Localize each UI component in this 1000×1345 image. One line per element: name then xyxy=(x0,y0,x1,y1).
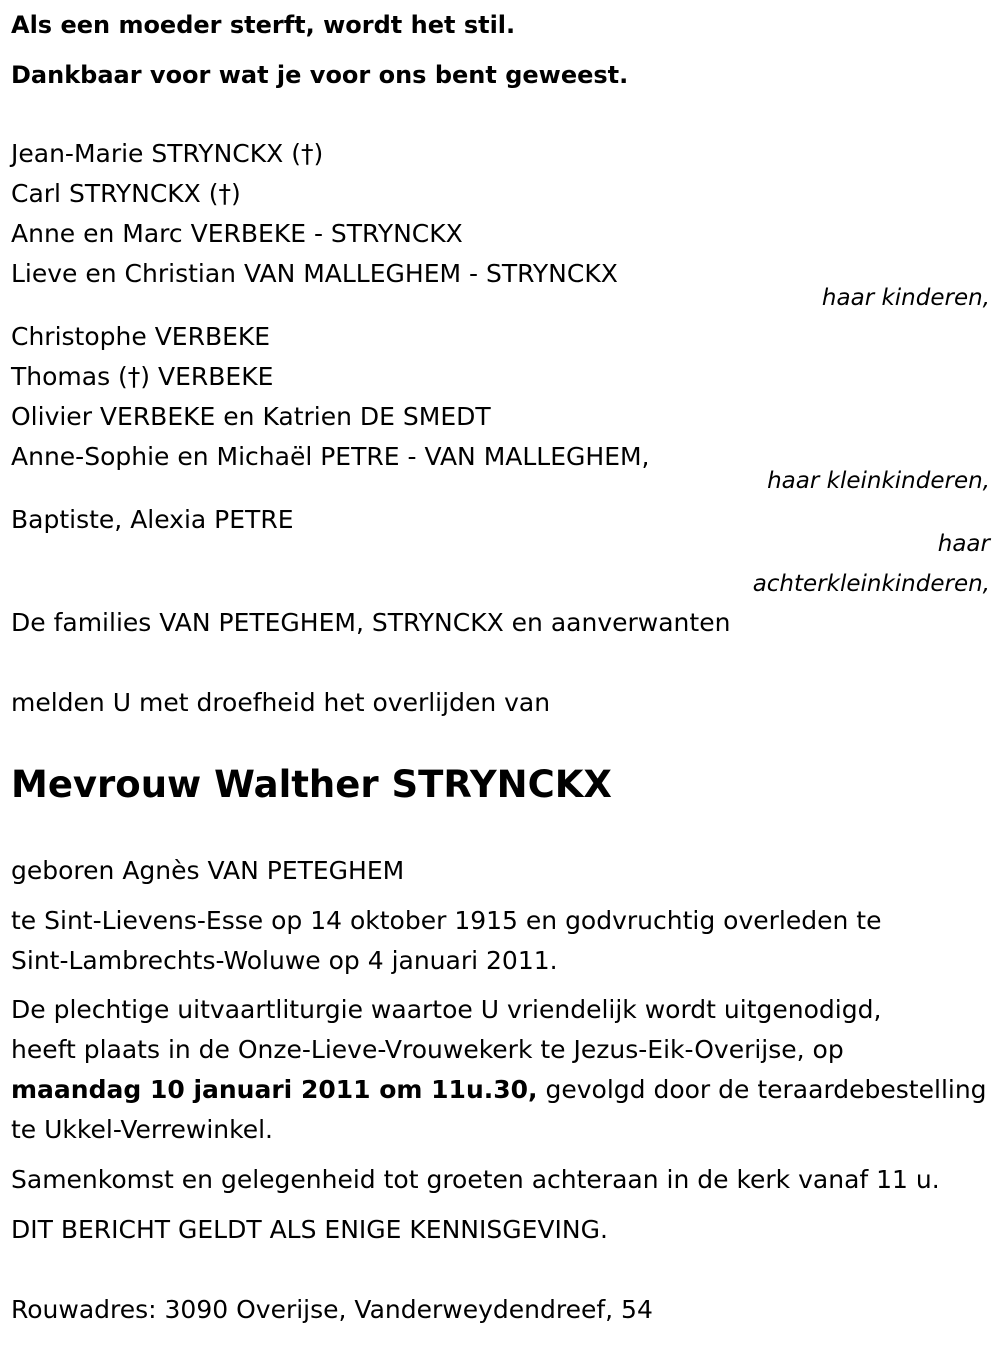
dates-line-1: te Sint-Lievens-Esse op 14 oktober 1915 en godvruchtig overleden te xyxy=(11,906,882,935)
grandchild-name: Thomas (†) VERBEKE xyxy=(11,362,274,391)
deceased-name: Mevrouw Walther STRYNCKX xyxy=(11,763,612,806)
grandchild-name: Olivier VERBEKE en Katrien DE SMEDT xyxy=(11,402,491,431)
ceremony-line-3 xyxy=(11,1075,987,1105)
child-name: Carl STRYNCKX (†) xyxy=(11,179,241,208)
born-line: geboren Agnès VAN PETEGHEM xyxy=(11,856,405,885)
announce-line: melden U met droefheid het overlijden van xyxy=(11,688,551,717)
ceremony-line-3-rest: gevolgd door de teraardebestelling xyxy=(537,1075,987,1104)
great-grandchildren-role-1: haar xyxy=(937,531,990,557)
intro-line-2: Dankbaar voor wat je voor ons bent geweest. xyxy=(11,61,629,89)
grandchild-name: Anne-Sophie en Michaël PETRE - VAN MALLEGHEM, xyxy=(11,442,650,471)
grandchildren-role: haar kleinkinderen, xyxy=(767,468,990,494)
ceremony-line-1: De plechtige uitvaartliturgie waartoe U vriendelijk wordt uitgenodigd, xyxy=(11,995,882,1024)
children-role: haar kinderen, xyxy=(821,285,990,311)
ceremony-date-time: maandag 10 januari 2011 om 11u.30, xyxy=(11,1075,538,1104)
ceremony-line-4: te Ukkel-Verrewinkel. xyxy=(11,1115,273,1144)
dates-line-2: Sint-Lambrechts-Woluwe op 4 januari 2011. xyxy=(11,946,558,975)
grandchild-name: Christophe VERBEKE xyxy=(11,322,271,351)
intro-line-1: Als een moeder sterft, wordt het stil. xyxy=(11,11,516,39)
ceremony-line-2: heeft plaats in de Onze-Lieve-Vrouwekerk te Jezus-Eik-Overijse, op xyxy=(11,1035,844,1064)
gathering-line: Samenkomst en gelegenheid tot groeten achteraan in de kerk vanaf 11 u. xyxy=(11,1165,940,1194)
child-name: Anne en Marc VERBEKE - STRYNCKX xyxy=(11,219,463,248)
child-name: Jean-Marie STRYNCKX (†) xyxy=(11,139,324,168)
notice-line: DIT BERICHT GELDT ALS ENIGE KENNISGEVING. xyxy=(11,1215,608,1244)
great-grandchildren-role-2: achterkleinkinderen, xyxy=(752,571,990,597)
child-name: Lieve en Christian VAN MALLEGHEM - STRYNCKX xyxy=(11,259,618,288)
address-line: Rouwadres: 3090 Overijse, Vanderweydendreef, 54 xyxy=(11,1295,653,1324)
families-line: De families VAN PETEGHEM, STRYNCKX en aanverwanten xyxy=(11,608,731,637)
great-grandchild-name: Baptiste, Alexia PETRE xyxy=(11,505,294,534)
